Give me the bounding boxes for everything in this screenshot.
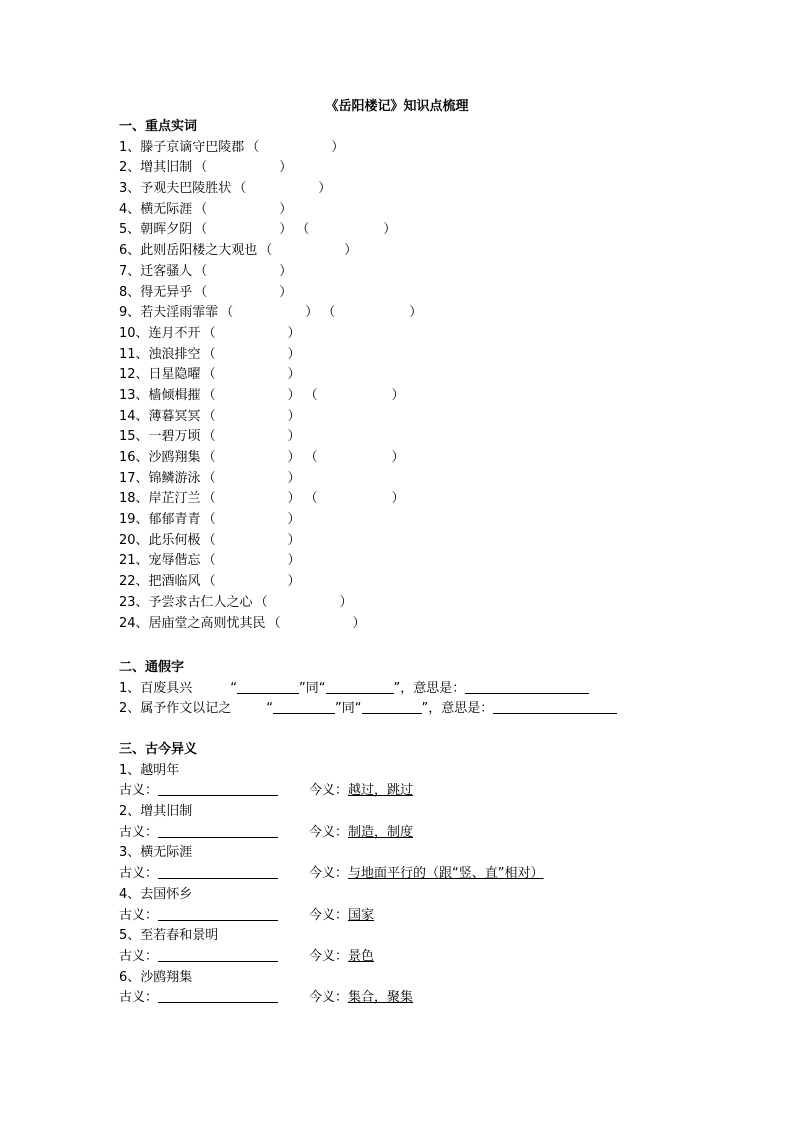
item-number: 9、 [119, 305, 141, 321]
key-word-item [119, 179, 739, 200]
item-term: 此乐何极 [148, 532, 201, 548]
ancient-modern-term [119, 802, 739, 823]
tongjia-item [119, 679, 739, 700]
key-word-item [119, 510, 739, 531]
answer-parentheses[interactable]: （ ） [202, 346, 301, 362]
item-term: 去国怀乡 [140, 886, 193, 902]
item-term: 增其旧制 [140, 160, 193, 176]
ancient-meaning-blank[interactable] [158, 988, 278, 1003]
item-term: 至若春和景明 [140, 928, 219, 944]
answer-parentheses[interactable]: （ ） [246, 139, 345, 155]
item-number: 19、 [119, 512, 149, 528]
section-heading: 一、重点实词 [119, 119, 198, 134]
item-number: 24、 [119, 615, 149, 631]
answer-blank[interactable] [493, 699, 617, 714]
answer-parentheses[interactable]: （ ） [304, 450, 405, 465]
item-term: 予尝求古仁人之心 [148, 594, 253, 610]
key-word-item [119, 365, 739, 386]
ancient-modern-row [119, 823, 739, 844]
answer-parentheses[interactable]: （ ） [202, 574, 301, 590]
item-number: 8、 [119, 284, 141, 300]
ancient-meaning-label: 古义： [119, 783, 159, 799]
key-word-item [119, 158, 739, 179]
item-term: 一碧万顷 [148, 429, 201, 445]
ancient-meaning-blank[interactable] [158, 947, 278, 962]
key-word-item [119, 551, 739, 572]
item-term: 越明年 [140, 762, 180, 778]
ancient-modern-row [119, 906, 739, 927]
key-word-item [119, 324, 739, 345]
item-number: 22、 [119, 574, 149, 590]
item-number: 13、 [119, 387, 149, 403]
key-word-item [119, 220, 739, 241]
item-number: 1、 [119, 762, 141, 778]
modern-meaning-label: 今义： [309, 948, 349, 964]
item-number: 18、 [119, 491, 149, 507]
modern-meaning-value: 与地面平行的（跟“竖、直”相对） [348, 866, 544, 882]
ancient-modern-term [119, 761, 739, 782]
section-ancient-modern-meaning [119, 740, 739, 1009]
modern-meaning [309, 823, 413, 844]
answer-parentheses[interactable]: （ ） [202, 408, 301, 424]
key-words-list [119, 138, 739, 635]
meaning-text: ”，意思是： [421, 701, 494, 717]
answer-parentheses[interactable]: （ ） [202, 325, 301, 341]
item-number: 3、 [119, 181, 141, 197]
item-number: 2、 [119, 701, 141, 717]
item-term: 薄暮冥冥 [148, 408, 201, 424]
key-word-item [119, 262, 739, 283]
answer-parentheses[interactable]: （ ） [202, 450, 301, 465]
item-term: 沙鸥翔集 [140, 969, 193, 985]
key-word-item [119, 386, 739, 407]
modern-meaning-value: 集合，聚集 [348, 990, 414, 1006]
key-word-item [119, 593, 739, 614]
section-interchangeable-chars [119, 658, 739, 720]
modern-meaning-label: 今义： [309, 866, 349, 882]
item-term: 横无际涯 [140, 845, 193, 861]
modern-meaning [309, 906, 374, 927]
ancient-modern-list [119, 761, 739, 1009]
modern-meaning-label: 今义： [309, 783, 349, 799]
modern-meaning [309, 988, 413, 1009]
ancient-meaning-label: 古义： [119, 948, 159, 964]
key-word-item [119, 138, 739, 159]
item-number: 5、 [119, 928, 141, 944]
answer-blank[interactable] [273, 699, 335, 714]
answer-blank[interactable] [465, 679, 589, 694]
answer-parentheses[interactable]: （ ） [194, 263, 293, 279]
modern-meaning [309, 781, 413, 802]
item-term: 百废具兴 [140, 680, 193, 696]
item-number: 1、 [119, 680, 141, 696]
item-number: 4、 [119, 886, 141, 902]
key-word-item [119, 283, 739, 304]
key-word-item [119, 614, 739, 635]
answer-parentheses[interactable]: （ ） [194, 222, 293, 238]
answer-parentheses[interactable]: （ ） [202, 470, 301, 486]
key-word-item [119, 303, 739, 324]
ancient-meaning-blank[interactable] [158, 906, 278, 921]
item-number: 12、 [119, 367, 149, 383]
item-term: 宠辱偕忘 [148, 553, 201, 569]
item-number: 2、 [119, 804, 141, 820]
ancient-modern-term [119, 885, 739, 906]
answer-parentheses[interactable]: （ ） [220, 305, 319, 321]
key-word-item [119, 489, 739, 510]
item-number: 2、 [119, 160, 141, 176]
item-number: 11、 [119, 346, 149, 362]
open-quote: “ [266, 701, 274, 717]
answer-parentheses[interactable]: （ ） [202, 387, 301, 403]
key-word-item [119, 448, 739, 469]
key-word-item [119, 531, 739, 552]
item-term: 连月不开 [148, 325, 201, 341]
item-number: 7、 [119, 263, 141, 279]
ancient-modern-row [119, 781, 739, 802]
ancient-modern-term [119, 926, 739, 947]
item-number: 3、 [119, 845, 141, 861]
section-heading: 二、通假字 [119, 660, 185, 675]
modern-meaning-label: 今义： [309, 990, 349, 1006]
ancient-meaning-label: 古义： [119, 866, 159, 882]
answer-parentheses[interactable]: （ ） [259, 243, 358, 259]
item-term: 迁客骚人 [140, 263, 193, 279]
item-term: 滕子京谪守巴陵郡 [140, 139, 245, 155]
answer-blank[interactable] [362, 699, 422, 714]
meaning-text: ”，意思是： [393, 680, 466, 696]
item-number: 10、 [119, 325, 149, 341]
answer-blank[interactable] [237, 679, 299, 694]
section-heading: 三、古今异义 [119, 742, 198, 757]
item-term: 朝晖夕阴 [140, 222, 193, 238]
item-term: 锦鳞游泳 [148, 470, 201, 486]
answer-parentheses[interactable]: （ ） [202, 532, 301, 548]
item-number: 6、 [119, 243, 141, 259]
key-word-item [119, 345, 739, 366]
item-term: 浊浪排空 [148, 346, 201, 362]
modern-meaning-value: 国家 [348, 907, 375, 923]
tong-text: ”同“ [335, 701, 362, 717]
item-term: 日星隐曜 [148, 367, 201, 383]
item-number: 5、 [119, 222, 141, 238]
answer-parentheses[interactable]: （ ） [202, 491, 301, 507]
answer-parentheses[interactable]: （ ） [202, 429, 301, 445]
item-number: 14、 [119, 408, 149, 424]
answer-parentheses[interactable]: （ ） [202, 367, 301, 383]
ancient-modern-row [119, 947, 739, 968]
ancient-meaning-label: 古义： [119, 824, 159, 840]
item-number: 1、 [119, 139, 141, 155]
item-number: 23、 [119, 594, 149, 610]
answer-blank[interactable] [326, 679, 394, 694]
ancient-modern-term [119, 843, 739, 864]
ancient-meaning-blank[interactable] [158, 823, 278, 838]
ancient-meaning-blank[interactable] [158, 781, 278, 796]
answer-parentheses[interactable]: （ ） [254, 594, 353, 610]
modern-meaning-label: 今义： [309, 907, 349, 923]
item-term: 沙鸥翔集 [148, 450, 201, 465]
item-term: 予观夫巴陵胜状 [140, 181, 232, 197]
item-number: 20、 [119, 532, 149, 548]
ancient-meaning-blank[interactable] [158, 864, 278, 879]
answer-parentheses[interactable]: （ ） [194, 284, 293, 300]
answer-parentheses[interactable]: （ ） [233, 181, 332, 197]
item-number: 17、 [119, 470, 149, 486]
key-word-item [119, 427, 739, 448]
answer-parentheses[interactable]: （ ） [296, 222, 397, 238]
answer-parentheses[interactable]: （ ） [322, 305, 423, 321]
ancient-modern-row [119, 988, 739, 1009]
item-term: 此则岳阳楼之大观也 [140, 243, 258, 259]
document-title: 《岳阳楼记》知识点梳理 [325, 99, 469, 114]
item-number: 6、 [119, 969, 141, 985]
item-term: 若夫淫雨霏霏 [140, 305, 219, 321]
open-quote: “ [230, 680, 238, 696]
answer-parentheses[interactable]: （ ） [304, 491, 405, 507]
ancient-meaning-label: 古义： [119, 990, 159, 1006]
answer-parentheses[interactable]: （ ） [194, 201, 293, 217]
tong-text: ”同“ [299, 680, 326, 696]
ancient-modern-row [119, 864, 739, 885]
section-key-words [119, 117, 739, 634]
ancient-meaning-label: 古义： [119, 907, 159, 923]
item-term: 得无异乎 [140, 284, 193, 300]
modern-meaning [309, 947, 374, 968]
item-term: 樯倾楫摧 [148, 387, 201, 403]
item-number: 15、 [119, 429, 149, 445]
item-number: 16、 [119, 450, 149, 465]
modern-meaning-label: 今义： [309, 824, 349, 840]
item-term: 居庙堂之高则忧其民 [148, 615, 266, 631]
item-term: 郁郁青青 [148, 512, 201, 528]
answer-parentheses[interactable]: （ ） [304, 387, 405, 403]
item-number: 4、 [119, 201, 141, 217]
tongjia-item [119, 699, 739, 720]
item-term: 把酒临风 [148, 574, 201, 590]
key-word-item [119, 407, 739, 428]
key-word-item [119, 200, 739, 221]
item-term: 增其旧制 [140, 804, 193, 820]
ancient-modern-term [119, 968, 739, 989]
item-number: 21、 [119, 553, 149, 569]
answer-parentheses[interactable]: （ ） [202, 512, 301, 528]
key-word-item [119, 572, 739, 593]
item-term: 横无际涯 [140, 201, 193, 217]
answer-parentheses[interactable]: （ ） [267, 615, 366, 631]
modern-meaning-value: 制造，制度 [348, 824, 414, 840]
answer-parentheses[interactable]: （ ） [202, 553, 301, 569]
modern-meaning-value: 景色 [348, 948, 375, 964]
answer-parentheses[interactable]: （ ） [194, 160, 293, 176]
modern-meaning [309, 864, 544, 885]
item-term: 属予作文以记之 [140, 701, 232, 717]
key-word-item [119, 241, 739, 262]
item-term: 岸芷汀兰 [148, 491, 201, 507]
modern-meaning-value: 越过，跳过 [348, 783, 414, 799]
key-word-item [119, 469, 739, 490]
